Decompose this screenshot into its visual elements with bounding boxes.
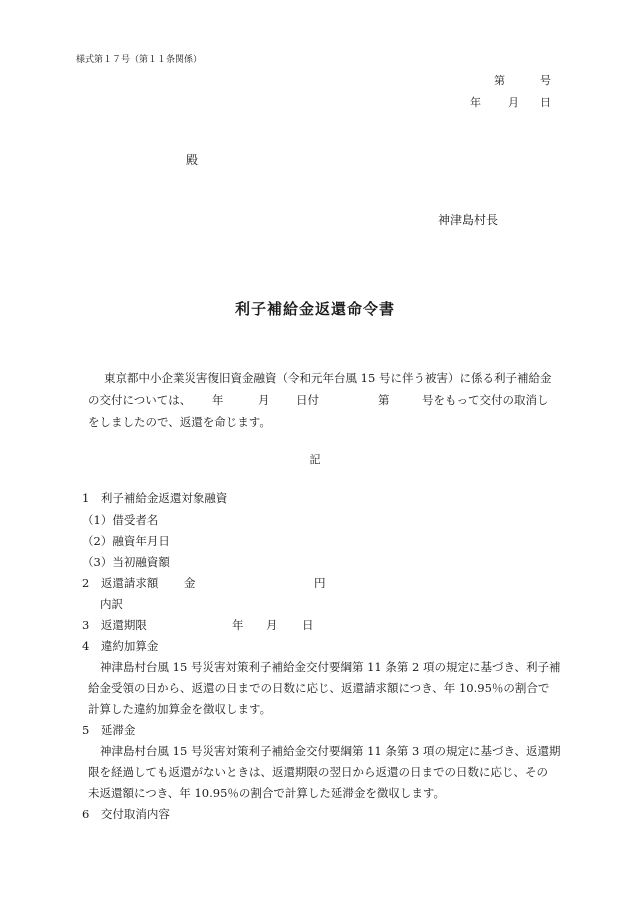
body-line-2-month: 月 [258,393,270,407]
item-5-heading: 5 延滞金 [82,723,136,737]
form-number-label: 様式第１７号（第１１条関係） [76,55,203,65]
item-5-line-3: 未返還額につき、年 10.95％の割合で計算した延滞金を徴収します。 [88,786,445,800]
issuer-name: 神津島村長 [438,213,499,227]
item-3-month: 月 [266,618,278,632]
issue-number-dai: 第 [494,74,505,87]
item-5-line-2: 限を経過しても返還がないときは、返還期限の翌日から返還の日までの日数に応じ、その [88,765,548,779]
body-line-3: をしましたので、返還を命じます。 [88,415,271,429]
item-3-day: 日 [302,618,314,632]
body-line-2-end: 号をもって交付の取消し [422,393,549,407]
issue-date-month: 月 [508,96,519,109]
item-6-heading: 6 交付取消内容 [82,807,170,821]
item-4-heading: 4 違約加算金 [82,639,159,653]
body-line-2-start: の交付については、 [88,393,192,407]
item-4-line-2: 給金受領の日から、返還の日までの日数に応じ、返還請求額につき、年 10.95％の割合で [88,681,550,695]
body-line-2-day: 日付 [296,393,319,407]
item-4-line-1: 神津島村台風 15 号災害対策利子補給金交付要綱第 11 条第 2 項の規定に基づき、利子補 [100,660,561,674]
body-line-1: 東京都中小企業災害復旧資金融資（令和元年台風 15 号に伴う被害）に係る利子補給金 [104,371,552,385]
document-title: 利子補給金返還命令書 [234,300,395,318]
item-1-3-initial-amount: （3）当初融資額 [82,555,170,569]
ki-heading: 記 [309,453,321,466]
item-2-kin: 金 [184,576,196,590]
issue-date-year: 年 [470,96,481,109]
item-1-2-loan-date: （2）融資年月日 [82,534,170,548]
item-1-heading: 1 利子補給金返還対象融資 [82,491,228,505]
item-5-line-1: 神津島村台風 15 号災害対策利子補給金交付要綱第 11 条第 3 項の規定に基づき、返還期 [100,744,561,758]
addressee-honorific: 殿 [186,153,199,167]
issue-number-go: 号 [540,74,551,87]
body-line-2-year: 年 [212,393,224,407]
item-3-year: 年 [232,618,244,632]
item-2-heading: 2 返還請求額 [82,576,159,590]
body-line-2-dai: 第 [378,393,390,407]
item-2-yen: 円 [314,576,326,590]
item-1-1-borrower: （1）借受者名 [82,513,159,527]
item-3-heading: 3 返還期限 [82,618,147,632]
item-4-line-3: 計算した違約加算金を徴収します。 [88,702,272,716]
item-2-breakdown: 内訳 [100,597,123,611]
issue-date-day: 日 [540,96,551,109]
